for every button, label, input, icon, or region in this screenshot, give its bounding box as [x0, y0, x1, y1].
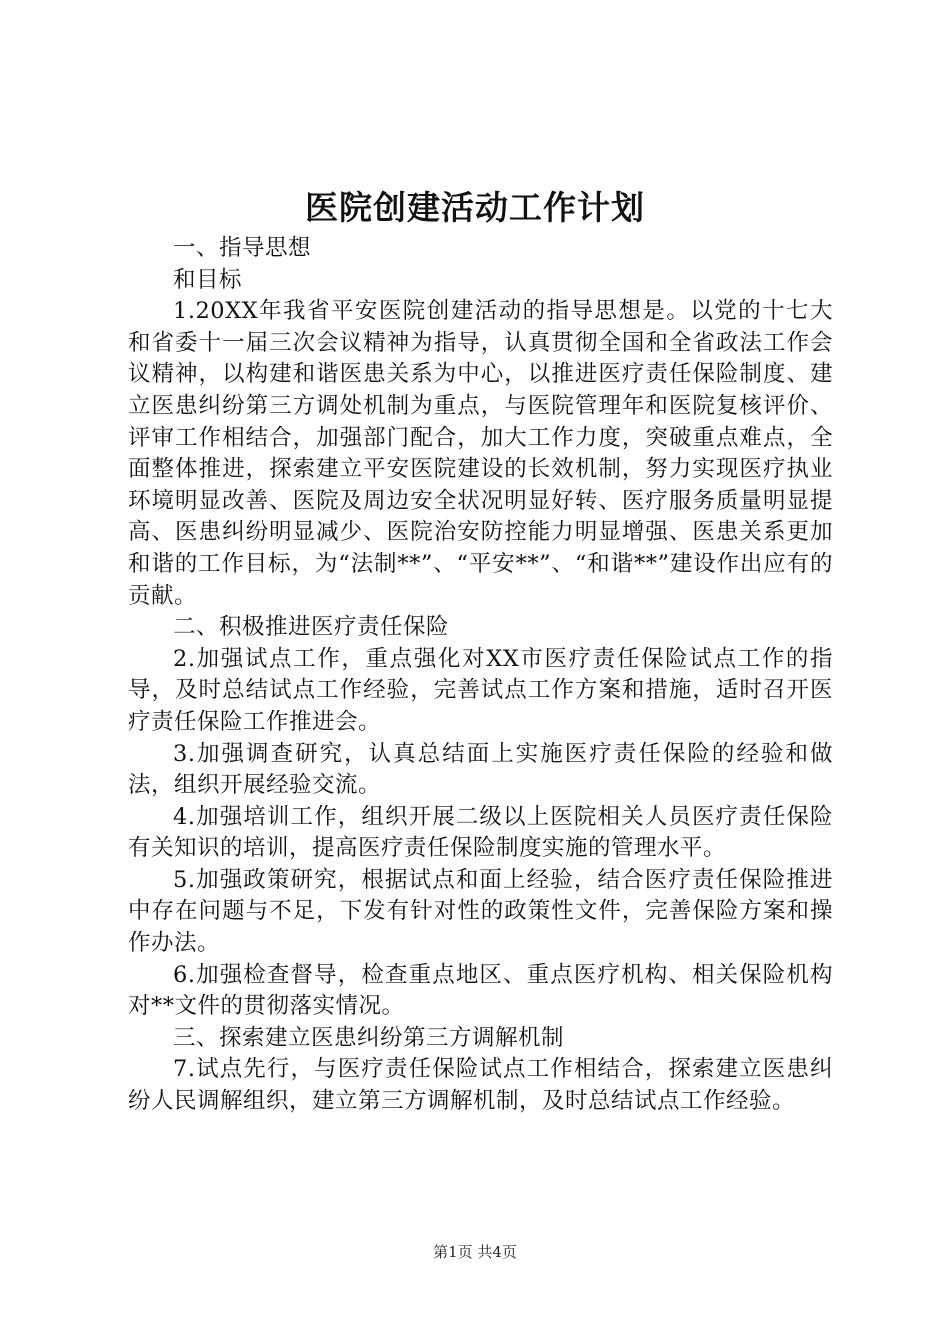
page-footer: 第1页 共4页: [433, 1243, 517, 1261]
paragraph-4: 4.加强培训工作，组织开展二级以上医院相关人员医疗责任保险有关知识的培训，提高医疗责任保险制度实施的管理水平。: [128, 803, 833, 862]
section-heading-1: 一、指导思想: [173, 235, 312, 261]
paragraph-1: 1.20XX年我省平安医院创建活动的指导思想是。以党的十七大和省委十一届三次会议精神为指导，认真贯彻全国和全省政法工作会议精神，以构建和谐医患关系为中心，以推进医疗责任保险制度、建立医患纠纷第三方调处机制为重点，与医院管理年和医院复核评价、评审工作相结合，加强部门配合，加大工作力度，突破重点难点，全面整体推进，探索建立平安医院建设的长效机制，努力实现医疗执业环境明显改善、医院及周边安全状况明显好转、医疗服务质量明显提高、医患纠纷明显减少、医院治安防控能力明显增强、医患关系更加和谐的工作目标，为“法制**”、“平安**”、“和谐**”建设作出应有的贡献。: [128, 298, 833, 609]
section-heading-2: 二、积极推进医疗责任保险: [173, 614, 450, 641]
paragraph-7: 7.试点先行，与医疗责任保险试点工作相结合，探索建立医患纠纷人民调解组织，建立第三方调解机制，及时总结试点工作经验。: [128, 1056, 833, 1115]
paragraph-5: 5.加强政策研究，根据试点和面上经验，结合医疗责任保险推进中存在问题与不足，下发有针对性的政策性文件，完善保险方案和操作办法。: [128, 866, 833, 957]
paragraph-3: 3.加强调查研究，认真总结面上实施医疗责任保险的经验和做法，组织开展经验交流。: [128, 740, 833, 799]
section-heading-1-continued: 和目标: [173, 266, 243, 293]
section-heading-3: 三、探索建立医患纠纷第三方调解机制: [173, 1024, 565, 1051]
document-title: 医院创建活动工作计划: [305, 188, 645, 227]
document-body: [128, 233, 833, 1118]
paragraph-2: 2.加强试点工作，重点强化对XX市医疗责任保险试点工作的指导，及时总结试点工作经验，完善试点工作方案和措施，适时召开医疗责任保险工作推进会。: [128, 645, 833, 735]
paragraph-6: 6.加强检查督导，检查重点地区、重点医疗机构、相关保险机构对**文件的贯彻落实情况。: [128, 961, 833, 1020]
